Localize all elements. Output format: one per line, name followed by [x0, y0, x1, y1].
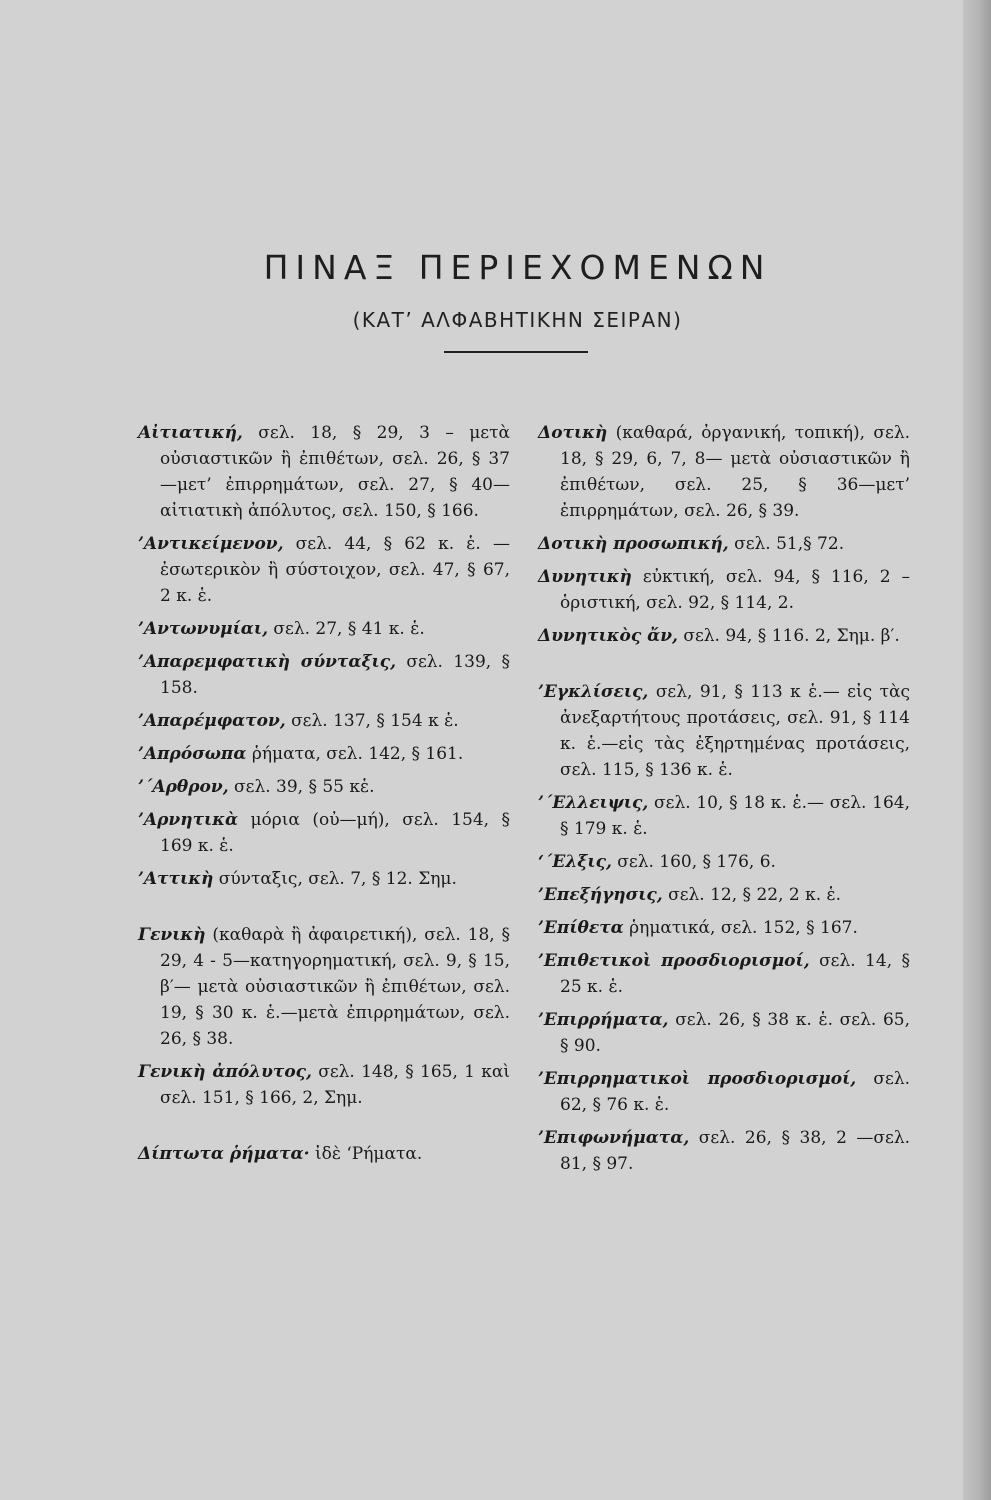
index-entry [538, 1007, 910, 1059]
entry-text: ἰδὲ ‘Ρήματα. [314, 1144, 423, 1164]
entry-term: ’Επίθετα [538, 918, 624, 938]
entry-term: Γενικὴ [138, 925, 206, 945]
title-divider [444, 351, 588, 353]
page-title: ΠΙΝΑΞ ΠΕΡΙΕΧΟΜΕΝΩΝ [263, 248, 772, 287]
entry-text: σελ. 10, § 18 κ. ἑ.— σελ. 164, § 179 κ. ἑ. [560, 793, 910, 839]
entry-term: Δοτικὴ προσωπική, [538, 534, 729, 554]
entry-text: (καθαρά, ὀργανική, τοπική), σελ. 18, § 29, 6, 7, 8— μετὰ οὐσιαστικῶν ἢ ἐπιθέτων, σελ. 25, § 36—μετ’ ἐπιρρημάτων, σελ. 26, § 39. [560, 423, 910, 521]
page-edge [963, 0, 991, 1500]
index-entry [538, 531, 910, 557]
entry-text: σελ. 160, § 176, 6. [617, 852, 776, 872]
index-entry [138, 1059, 510, 1111]
index-entry [138, 1141, 510, 1167]
entry-text: σελ. 27, § 41 κ. ἑ. [273, 619, 425, 639]
index-entry [538, 948, 910, 1000]
entry-term: Δυνητικὴ [538, 567, 632, 587]
entry-term: ’Επεξήγησις, [538, 885, 663, 905]
entry-text: σελ. 18, § 29, 3 – μετὰ οὐσιαστικῶν ἢ ἐπιθέτων, σελ. 26, § 37—μετ’ ἐπιρρημάτων, σελ. 27, § 40—αἰτιατικὴ ἀπόλυτος, σελ. 150, § 166. [160, 423, 511, 521]
index-entry [538, 623, 910, 649]
entry-text: ῥηματικά, σελ. 152, § 167. [629, 918, 858, 938]
entry-text: ῥήματα, σελ. 142, § 161. [251, 744, 464, 764]
entry-term: ’´Ελλειψις, [538, 793, 649, 813]
entry-term: ’Επιφωνήματα, [538, 1128, 690, 1148]
entry-term: Γενικὴ ἀπόλυτος, [138, 1062, 312, 1082]
index-entry [138, 866, 510, 892]
index-entry [538, 849, 910, 875]
entry-term: ’Επιρρήματα, [538, 1010, 669, 1030]
entry-text: μόρια (οὐ—μή), σελ. 154, § 169 κ. ἑ. [160, 810, 510, 856]
entry-term: ’Επιρρηματικοὶ προσδιορισμοί, [538, 1069, 857, 1089]
index-entry [538, 564, 910, 616]
entry-term: ‘´Ελξις, [538, 852, 612, 872]
entry-text: σελ. 26, § 38 κ. ἑ. σελ. 65, § 90. [560, 1010, 911, 1056]
index-entry [138, 741, 510, 767]
entry-term: ’Επιθετικοὶ προσδιορισμοί, [538, 951, 810, 971]
index-entry [138, 531, 510, 609]
index-entry [538, 915, 910, 941]
index-entry [138, 807, 510, 859]
entry-term: ’Αττικὴ [138, 869, 214, 889]
index-column-left [138, 420, 510, 1174]
entry-text: σελ. 44, § 62 κ. ἑ. —ἐσωτερικὸν ἢ σύστοιχον, σελ. 47, § 67, 2 κ. ἑ. [160, 534, 510, 606]
index-entry [138, 774, 510, 800]
entry-text: σελ. 51,§ 72. [734, 534, 845, 554]
entry-text: σύνταξις, σελ. 7, § 12. Σημ. [218, 869, 457, 889]
entry-term: Δίπτωτα ῥήματα· [138, 1144, 310, 1164]
index-entry [538, 1125, 910, 1177]
entry-text: σελ. 139, § 158. [160, 652, 511, 698]
entry-text: σελ. 148, § 165, 1 καὶ σελ. 151, § 166, 2, Σημ. [160, 1062, 510, 1108]
entry-term: ’Απαρέμφατον, [138, 711, 286, 731]
entry-text: εὐκτική, σελ. 94, § 116, 2 – ὁριστική, σελ. 92, § 114, 2. [560, 567, 910, 613]
entry-text: σελ. 12, § 22, 2 κ. ἑ. [668, 885, 842, 905]
entry-text: σελ. 94, § 116. 2, Σημ. β′. [683, 626, 900, 646]
index-entry [538, 679, 910, 783]
entry-term: ’Απαρεμφατικὴ σύνταξις, [138, 652, 397, 672]
index-entry [138, 708, 510, 734]
entry-term: ’Απρόσωπα [138, 744, 247, 764]
entry-term: ’Αντικείμενον, [138, 534, 284, 554]
entry-term: Δυνητικὸς ἄν, [538, 626, 678, 646]
index-entry [538, 1066, 910, 1118]
entry-term: ’Αρνητικὰ [138, 810, 239, 830]
index-column-right [538, 420, 910, 1184]
index-entry [138, 616, 510, 642]
index-entry [538, 882, 910, 908]
entry-text: σελ. 39, § 55 κἑ. [234, 777, 375, 797]
entry-text: σελ, 91, § 113 κ ἑ.— εἰς τὰς ἀνεξαρτήτους προτάσεις, σελ. 91, § 114 κ. ἑ.—εἰς τὰς ἐξηρτημένας προτάσεις, σελ. 115, § 136 κ. ἑ. [560, 682, 911, 780]
page-subtitle: (ΚΑΤ’ ΑΛΦΑΒΗΤΙΚΗΝ ΣΕΙΡΑΝ) [352, 308, 683, 332]
entry-text: (καθαρὰ ἢ ἀφαιρετική), σελ. 18, § 29, 4 - 5—κατηγορηματική, σελ. 9, § 15, β′— μετὰ οὐσιαστικῶν ἢ ἐπιθέτων, σελ. 19, § 30 κ. ἑ.—μετὰ ἐπιρρημάτων, σελ. 26, § 38. [160, 925, 510, 1049]
entry-text: σελ. 62, § 76 κ. ἑ. [560, 1069, 911, 1115]
entry-text: σελ. 137, § 154 κ ἑ. [291, 711, 459, 731]
entry-term: Αἰτιατική, [138, 423, 243, 443]
index-entry [538, 790, 910, 842]
index-entry [538, 420, 910, 524]
index-entry [138, 420, 510, 524]
index-entry [138, 649, 510, 701]
entry-text: σελ. 26, § 38, 2 —σελ. 81, § 97. [560, 1128, 911, 1174]
index-entry [138, 922, 510, 1052]
entry-term: ’Αντωνυμίαι, [138, 619, 269, 639]
entry-text: σελ. 14, § 25 κ. ἑ. [560, 951, 911, 997]
entry-term: ’Εγκλίσεις, [538, 682, 649, 702]
entry-term: ’´Αρθρον, [138, 777, 229, 797]
entry-term: Δοτικὴ [538, 423, 608, 443]
